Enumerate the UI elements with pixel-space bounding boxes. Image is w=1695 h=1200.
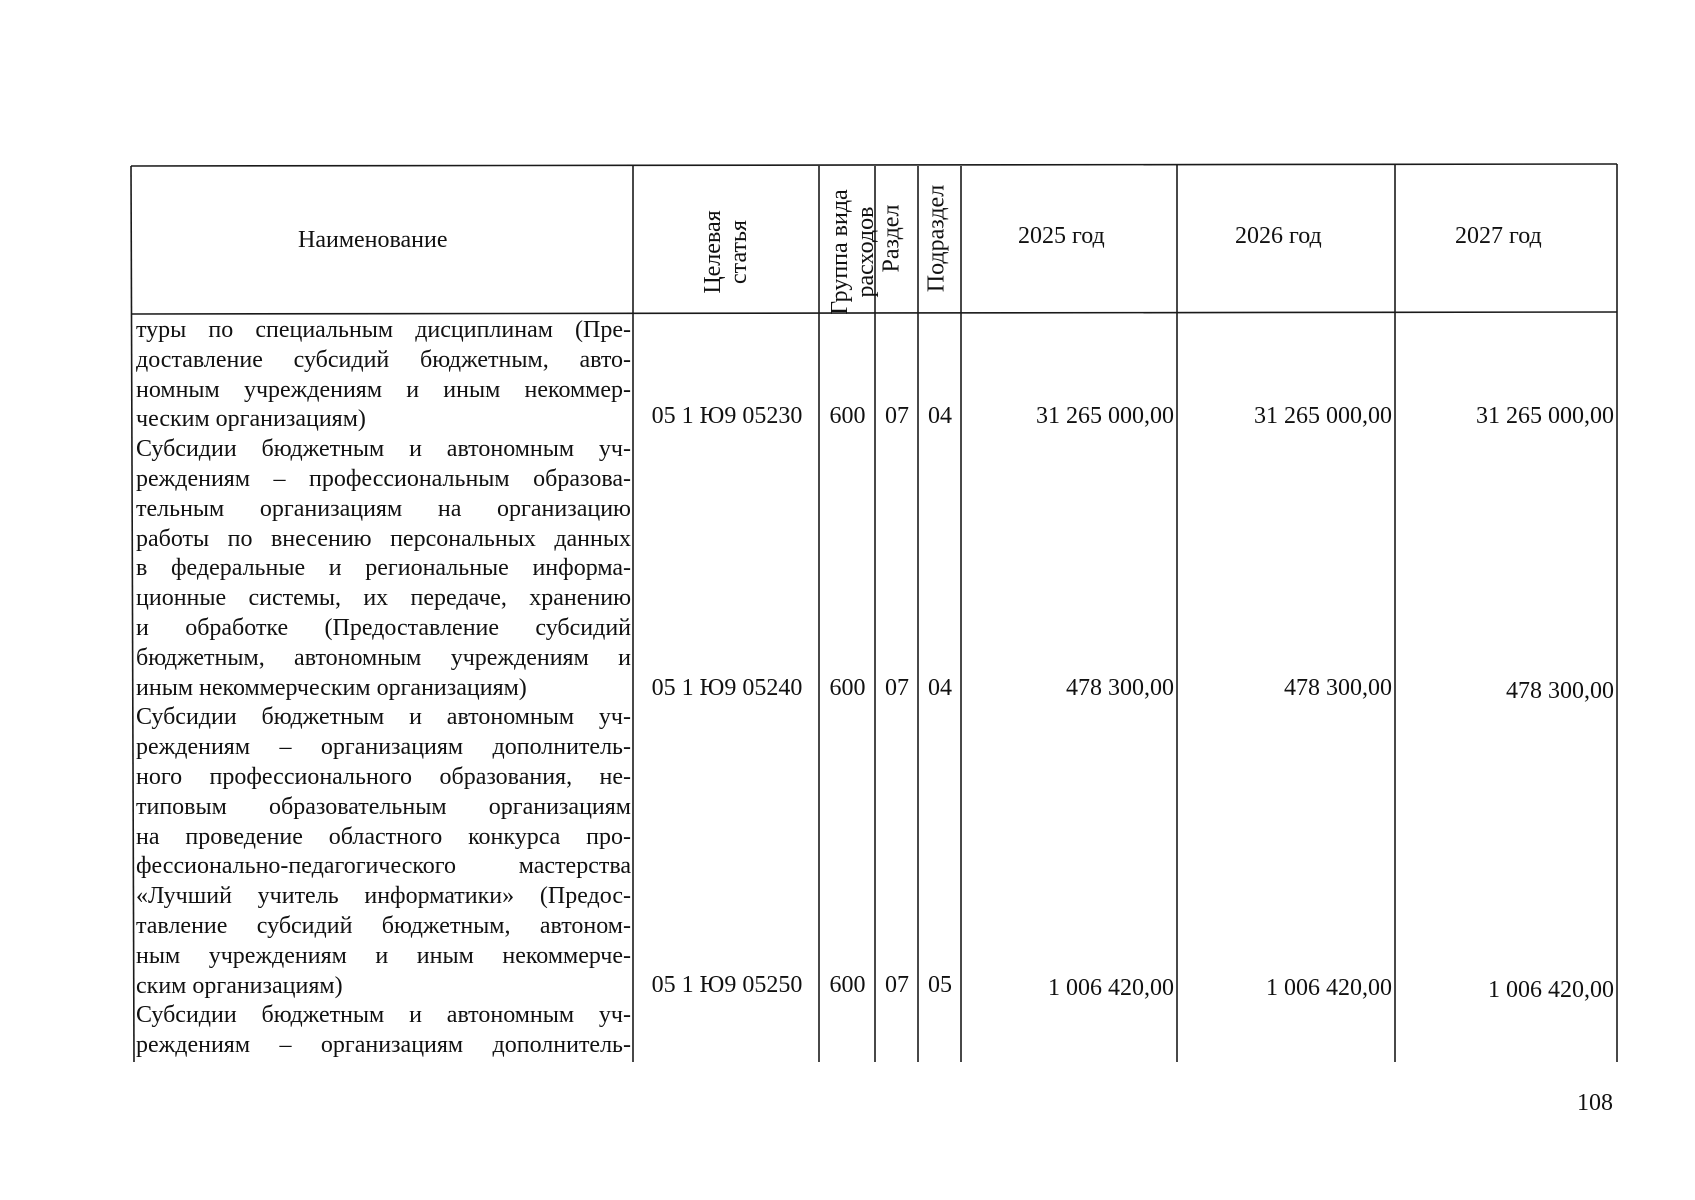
header-section: Раздел bbox=[878, 204, 905, 273]
row-2-2027: 478 300,00 bbox=[1506, 678, 1614, 704]
name-line: ного профессионального образования, не- bbox=[136, 763, 631, 790]
name-line: ционные системы, их передаче, хранению bbox=[136, 585, 631, 612]
name-line: и обработке (Предоставление субсидий bbox=[136, 614, 631, 641]
row-1-subsection: 04 bbox=[928, 403, 952, 429]
page-number: 108 bbox=[1577, 1090, 1613, 1116]
row-3-subsection: 05 bbox=[928, 972, 952, 998]
row-1-target: 05 1 Ю9 05230 bbox=[651, 403, 803, 429]
row-1-2026: 31 265 000,00 bbox=[1254, 403, 1392, 429]
name-line: тавление субсидий бюджетным, автоном- bbox=[136, 912, 631, 939]
row-3-target: 05 1 Ю9 05250 bbox=[651, 972, 803, 998]
name-line: номным учреждениям и иным некоммер- bbox=[136, 376, 631, 403]
row-3-group: 600 bbox=[829, 972, 866, 998]
name-line: Субсидии бюджетным и автономным уч- bbox=[136, 704, 631, 731]
name-line: тельным организациям на организацию bbox=[136, 495, 631, 522]
row-2-group: 600 bbox=[829, 675, 866, 701]
name-line: в федеральные и региональные информа- bbox=[136, 555, 631, 582]
name-line: реждениям – организациям дополнитель- bbox=[136, 1032, 631, 1059]
row-2-section: 07 bbox=[885, 675, 909, 701]
header-target-article: Целевая статья bbox=[700, 210, 752, 294]
name-line: «Лучший учитель информатики» (Предос- bbox=[136, 883, 631, 910]
row-3-2027: 1 006 420,00 bbox=[1488, 977, 1614, 1003]
row-3-section: 07 bbox=[885, 972, 909, 998]
row-1-2025: 31 265 000,00 bbox=[1036, 403, 1174, 429]
name-line: Субсидии бюджетным и автономным уч- bbox=[136, 1002, 631, 1029]
name-line: доставление субсидий бюджетным, авто- bbox=[136, 346, 631, 373]
name-line: иным некоммерческим организациям) bbox=[136, 674, 527, 701]
row-2-2025: 478 300,00 bbox=[1066, 675, 1174, 701]
name-line: реждениям – организациям дополнитель- bbox=[136, 734, 631, 761]
header-year-2026: 2026 год bbox=[1235, 223, 1322, 249]
name-line: ским организациям) bbox=[136, 972, 343, 999]
row-1-section: 07 bbox=[885, 403, 909, 429]
row-2-target: 05 1 Ю9 05240 bbox=[651, 675, 803, 701]
name-line: ческим организациям) bbox=[136, 406, 366, 433]
row-2-subsection: 04 bbox=[928, 675, 952, 701]
name-line: бюджетным, автономным учреждениям и bbox=[136, 644, 631, 671]
name-line: на проведение областного конкурса про- bbox=[136, 823, 631, 850]
header-year-2025: 2025 год bbox=[1018, 223, 1105, 249]
row-1-2027: 31 265 000,00 bbox=[1476, 403, 1614, 429]
name-line: работы по внесению персональных данных bbox=[136, 525, 631, 552]
name-line: ным учреждениям и иным некоммерче- bbox=[136, 942, 631, 969]
name-column-text bbox=[136, 316, 631, 1061]
row-2-2026: 478 300,00 bbox=[1284, 675, 1392, 701]
header-year-2027: 2027 год bbox=[1455, 223, 1542, 249]
name-line: реждениям – профессиональным образова- bbox=[136, 465, 631, 492]
header-expense-group: Группа вида расходов bbox=[827, 189, 879, 315]
name-line: типовым образовательным организациям bbox=[136, 793, 631, 820]
header-subsection: Подраздел bbox=[923, 184, 950, 293]
row-1-group: 600 bbox=[829, 403, 866, 429]
header-name: Наименование bbox=[298, 227, 448, 253]
name-line: фессионально-педагогического мастерства bbox=[136, 853, 631, 880]
row-3-2026: 1 006 420,00 bbox=[1266, 975, 1392, 1001]
row-3-2025: 1 006 420,00 bbox=[1048, 975, 1174, 1001]
name-line: Субсидии бюджетным и автономным уч- bbox=[136, 436, 631, 463]
name-line: туры по специальным дисциплинам (Пре- bbox=[136, 317, 631, 343]
